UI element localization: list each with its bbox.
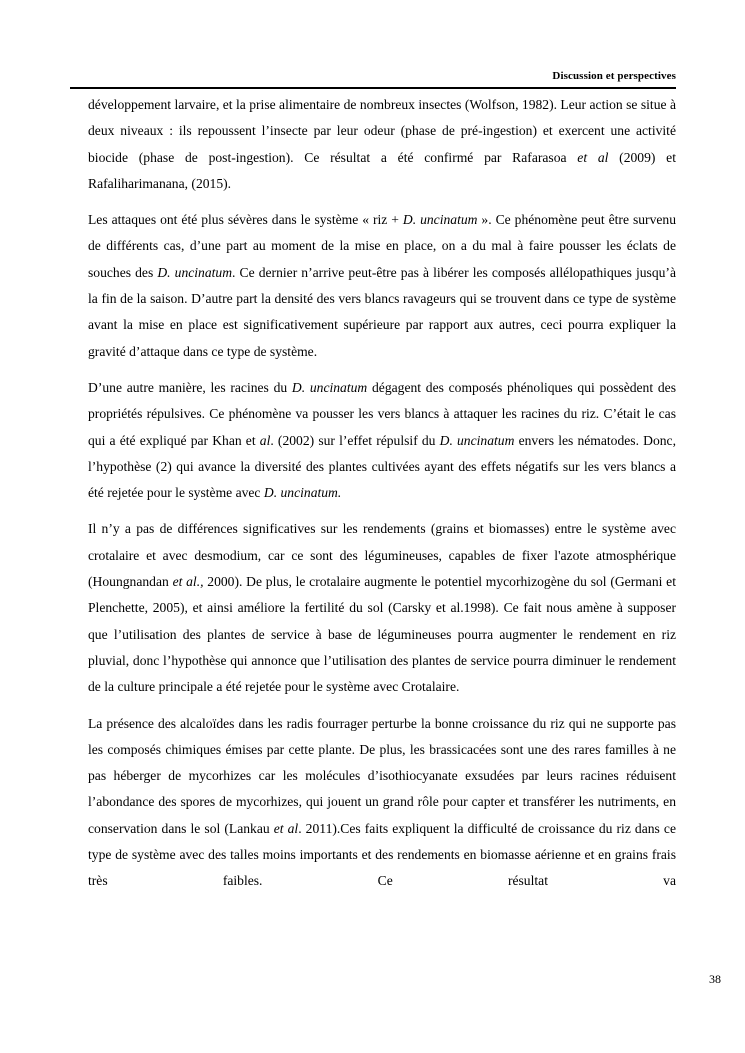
italic-run: D. uncinatum xyxy=(439,432,515,448)
text-run: (2009) et Rafaliharimanana, (2015). xyxy=(88,149,676,191)
body-text xyxy=(88,92,676,905)
italic-run: D. uncinatum. xyxy=(263,485,342,501)
page-number: 38 xyxy=(709,972,721,986)
italic-run: et al xyxy=(273,820,299,836)
text-run: 2000). De plus, le crotalaire augmente le potentiel mycorhizogène du sol (Germani et Plenchette, 2005), et ainsi améliore la fertilité du sol (Carsky et al.1998) xyxy=(88,574,676,616)
text-run: ». Ce phénomène peut être survenu de différents cas, d’une part au moment de la mise en place, on a du mal à faire pousser les éclats de souches des xyxy=(88,212,676,280)
text-run: Les attaques ont été plus sévères dans le système « riz + xyxy=(88,212,403,228)
paragraph xyxy=(88,207,676,365)
paragraph xyxy=(88,375,676,506)
text-run: Il n’y a pas de différences significatives sur les rendements (grains et biomasses) entre le système avec crotalaire et avec desmodium, car ce sont des légumineuses, capables de fixer l'azote atmosphérique (Houngnandan xyxy=(88,521,676,590)
italic-run: al xyxy=(259,432,271,448)
text-run: développement larvaire, et la prise alimentaire de nombreux insectes (Wolfson, 1982). Leur action se situe à deux niveaux : ils repoussent l’insecte par leur odeur (phase de pré-ingestion) et exercent une activité biocide (phase de post-ingestion). Ce résultat a été confirmé par Rafarasoa xyxy=(88,97,676,165)
italic-run: D. uncinatum xyxy=(402,212,478,228)
text-run: . 2011).Ces faits expliquent la difficulté de croissance du riz dans ce type de système avec des talles moins importants et des rendements en biomasse aérienne et en grains frais très faibles. Ce résultat va xyxy=(88,820,676,889)
text-run: D’une autre manière, les racines du xyxy=(88,379,292,395)
text-run: . (2002) sur l’effet répulsif du xyxy=(270,432,440,448)
paragraph xyxy=(88,92,676,197)
text-run: Ce fait nous amène à supposer que l’utilisation des plantes de service à base de légumineuses pourra augmenter le rendement en riz pluvial, donc l’hypothèse qui annonce que l’utilisation des plantes de service pourra diminuer le rendement de la culture principale a été rejetée pour le système avec Crotalaire. xyxy=(88,600,677,695)
running-title: Discussion et perspectives xyxy=(552,70,676,82)
text-run: La présence des alcaloïdes dans les radis fourrager perturbe la bonne croissance du riz qui ne supporte pas les composés chimiques émises par cette plante. De plus, les brassicacées sont une des rares familles à ne pas héberger de mycorhizes car les molécules d’isothiocyanate exsudées par leurs racines réduisent l’abondance des spores de mycorhizes, qui jouent un grand rôle pour capter et transférer les nutriments, en conservation dans le sol (Lankau xyxy=(88,715,676,836)
text-run: . Ce dernier n’arrive peut-être pas à libérer les composés allélopathiques jusqu’à la fin de la saison. D’autre part la densité des vers blancs ravageurs qui se trouvent dans ce type de système avant la mise en place est significativement supérieure par rapport aux autres, ceci pourra expliquer la gravité d’attaque dans ce type de système. xyxy=(88,264,676,359)
italic-run: et al., xyxy=(172,574,204,590)
text-run: . xyxy=(495,600,504,616)
italic-run: D. uncinatum xyxy=(157,264,233,280)
text-run: dégagent des composés phénoliques qui possèdent des propriétés répulsives. Ce phénomène va pousser les vers blancs à attaquer les racines du riz. C’était le cas qui a été expliqué par Khan et xyxy=(88,379,676,448)
text-run: envers les nématodes. Donc, l’hypothèse (2) qui avance la diversité des plantes cultivées ayant des effets négatifs sur les vers blancs a été rejetée pour le système avec xyxy=(88,432,676,501)
italic-run: et al xyxy=(577,149,609,165)
paragraph xyxy=(88,711,676,895)
page-header xyxy=(70,70,676,89)
paragraph xyxy=(88,516,676,700)
italic-run: D. uncinatum xyxy=(291,379,368,395)
